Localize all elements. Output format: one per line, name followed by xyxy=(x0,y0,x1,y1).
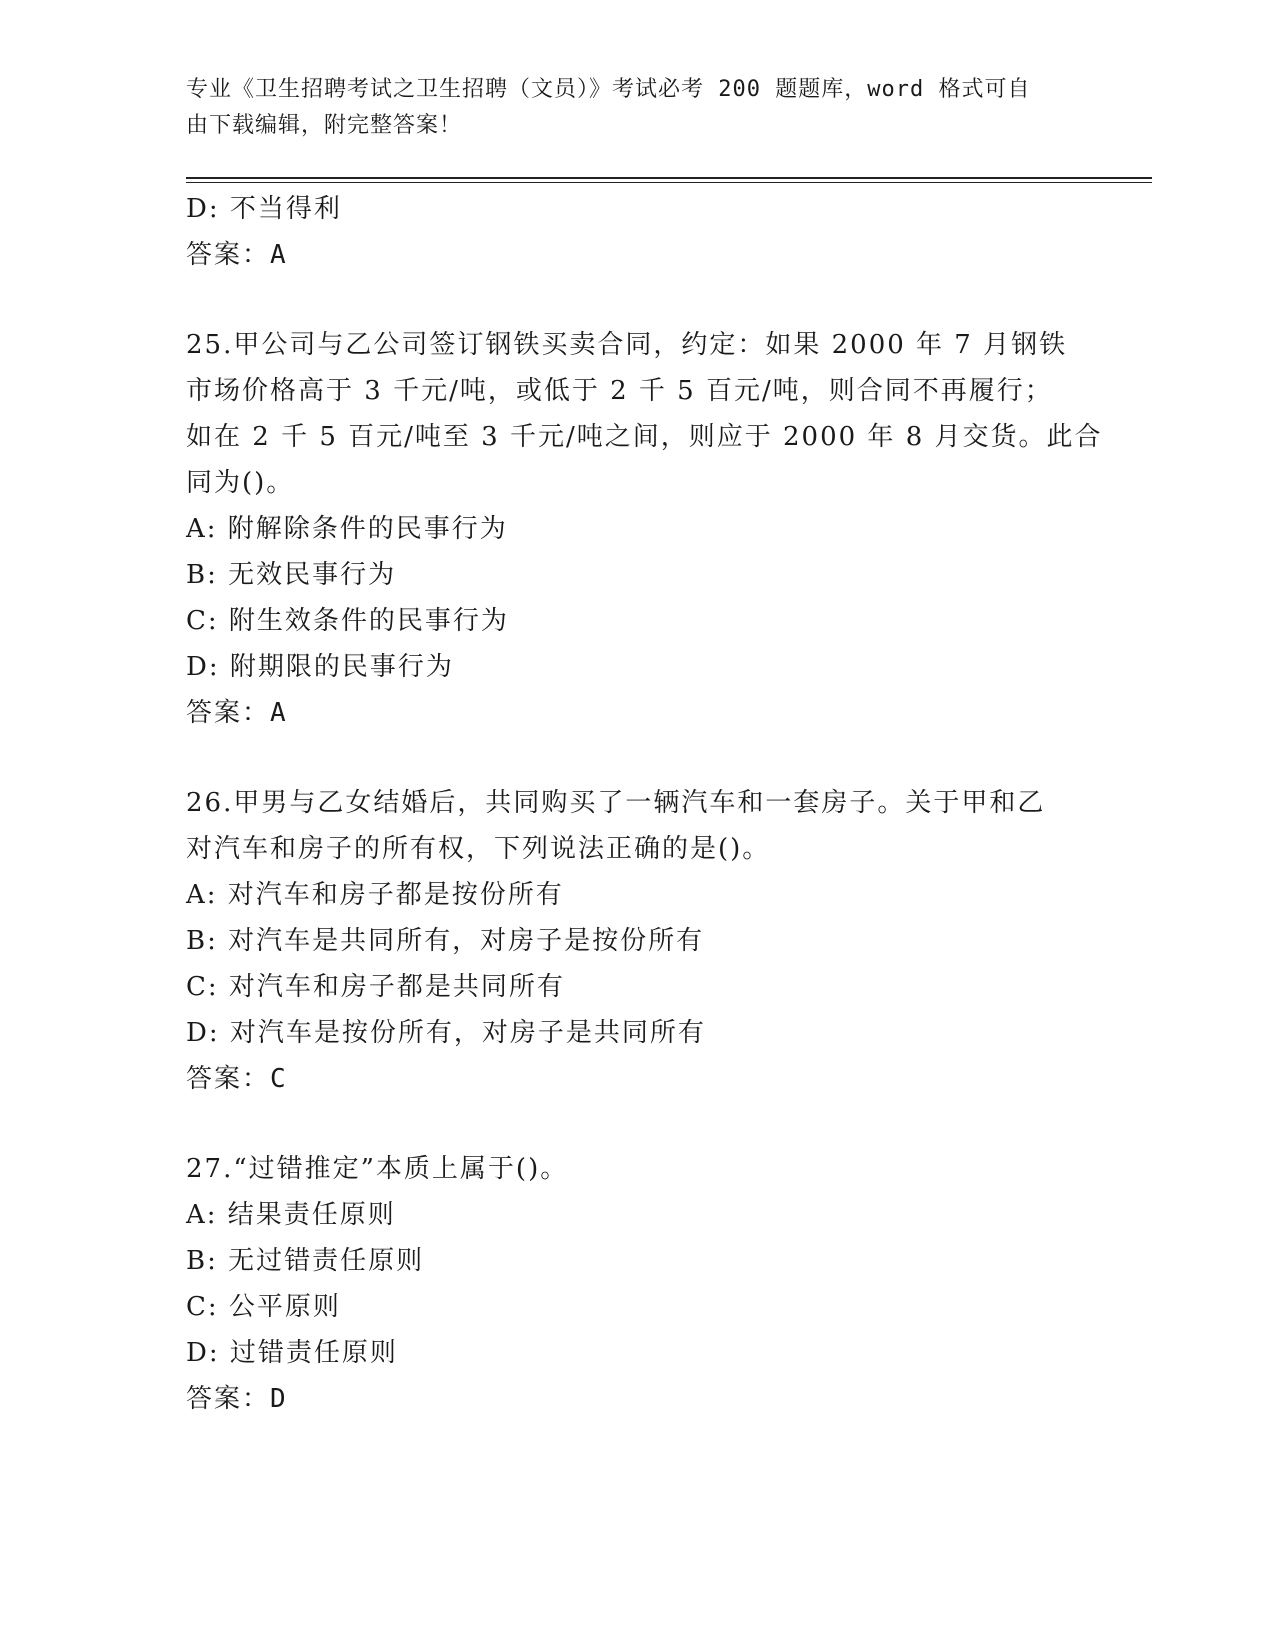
answer-line xyxy=(186,232,1086,278)
option-c: C: 附生效条件的民事行为 xyxy=(186,606,509,636)
answer-label: 答案： xyxy=(186,698,271,728)
option-a: A: 附解除条件的民事行为 xyxy=(186,514,508,544)
option-d: D: 对汽车是按份所有，对房子是共同所有 xyxy=(186,1018,706,1048)
answer-label: 答案： xyxy=(186,1064,271,1094)
answer-value: A xyxy=(270,240,288,270)
question-text-line: 27.“过错推定”本质上属于()。 xyxy=(186,1154,569,1184)
question-25 xyxy=(186,322,1103,736)
header-divider-thin xyxy=(186,182,1152,183)
answer-label: 答案： xyxy=(186,240,271,270)
option-c: C: 对汽车和房子都是共同所有 xyxy=(186,972,565,1002)
option-b: B: 无过错责任原则 xyxy=(186,1246,425,1276)
question-text xyxy=(186,322,1103,506)
option-c: C: 公平原则 xyxy=(186,1292,341,1322)
option-a: A: 对汽车和房子都是按份所有 xyxy=(186,880,564,910)
header-line-2: 由下载编辑，附完整答案！ xyxy=(186,113,463,138)
header-divider-thick xyxy=(186,177,1152,179)
question-text-line: 26.甲男与乙女结婚后，共同购买了一辆汽车和一套房子。关于甲和乙 xyxy=(186,788,1046,818)
page-header xyxy=(186,72,1086,144)
answer-label: 答案： xyxy=(186,1384,271,1414)
option-b: B: 对汽车是共同所有，对房子是按份所有 xyxy=(186,926,705,956)
option-d: D: 过错责任原则 xyxy=(186,1338,398,1368)
answer-value: D xyxy=(270,1384,288,1414)
question-text xyxy=(186,780,1066,872)
answer-line xyxy=(186,1056,1086,1102)
question-text-line: 同为()。 xyxy=(186,468,295,498)
answer-line xyxy=(186,1376,1086,1422)
option-d: D: 不当得利 xyxy=(186,194,342,224)
question-text-line: 25.甲公司与乙公司签订钢铁买卖合同，约定：如果 2000 年 7 月钢铁 xyxy=(186,330,1068,360)
question-text xyxy=(186,1146,1066,1192)
question-26 xyxy=(186,780,1086,1102)
answer-line xyxy=(186,690,1086,736)
question-text-line: 市场价格高于 3 千元/吨，或低于 2 千 5 百元/吨，则合同不再履行； xyxy=(186,376,1053,406)
option-b: B: 无效民事行为 xyxy=(186,560,397,590)
option-a: A: 结果责任原则 xyxy=(186,1200,396,1230)
answer-value: C xyxy=(270,1064,288,1094)
answer-value: A xyxy=(270,698,288,728)
question-27 xyxy=(186,1146,1086,1422)
document-body xyxy=(186,186,1103,1422)
header-line-1: 专业《卫生招聘考试之卫生招聘（文员）》考试必考 200 题题库，word 格式可自 xyxy=(186,77,1031,102)
option-d: D: 附期限的民事行为 xyxy=(186,652,454,682)
question-text-line: 对汽车和房子的所有权，下列说法正确的是()。 xyxy=(186,834,771,864)
question-text-line: 如在 2 千 5 百元/吨至 3 千元/吨之间，则应于 2000 年 8 月交货。此合 xyxy=(186,422,1103,452)
